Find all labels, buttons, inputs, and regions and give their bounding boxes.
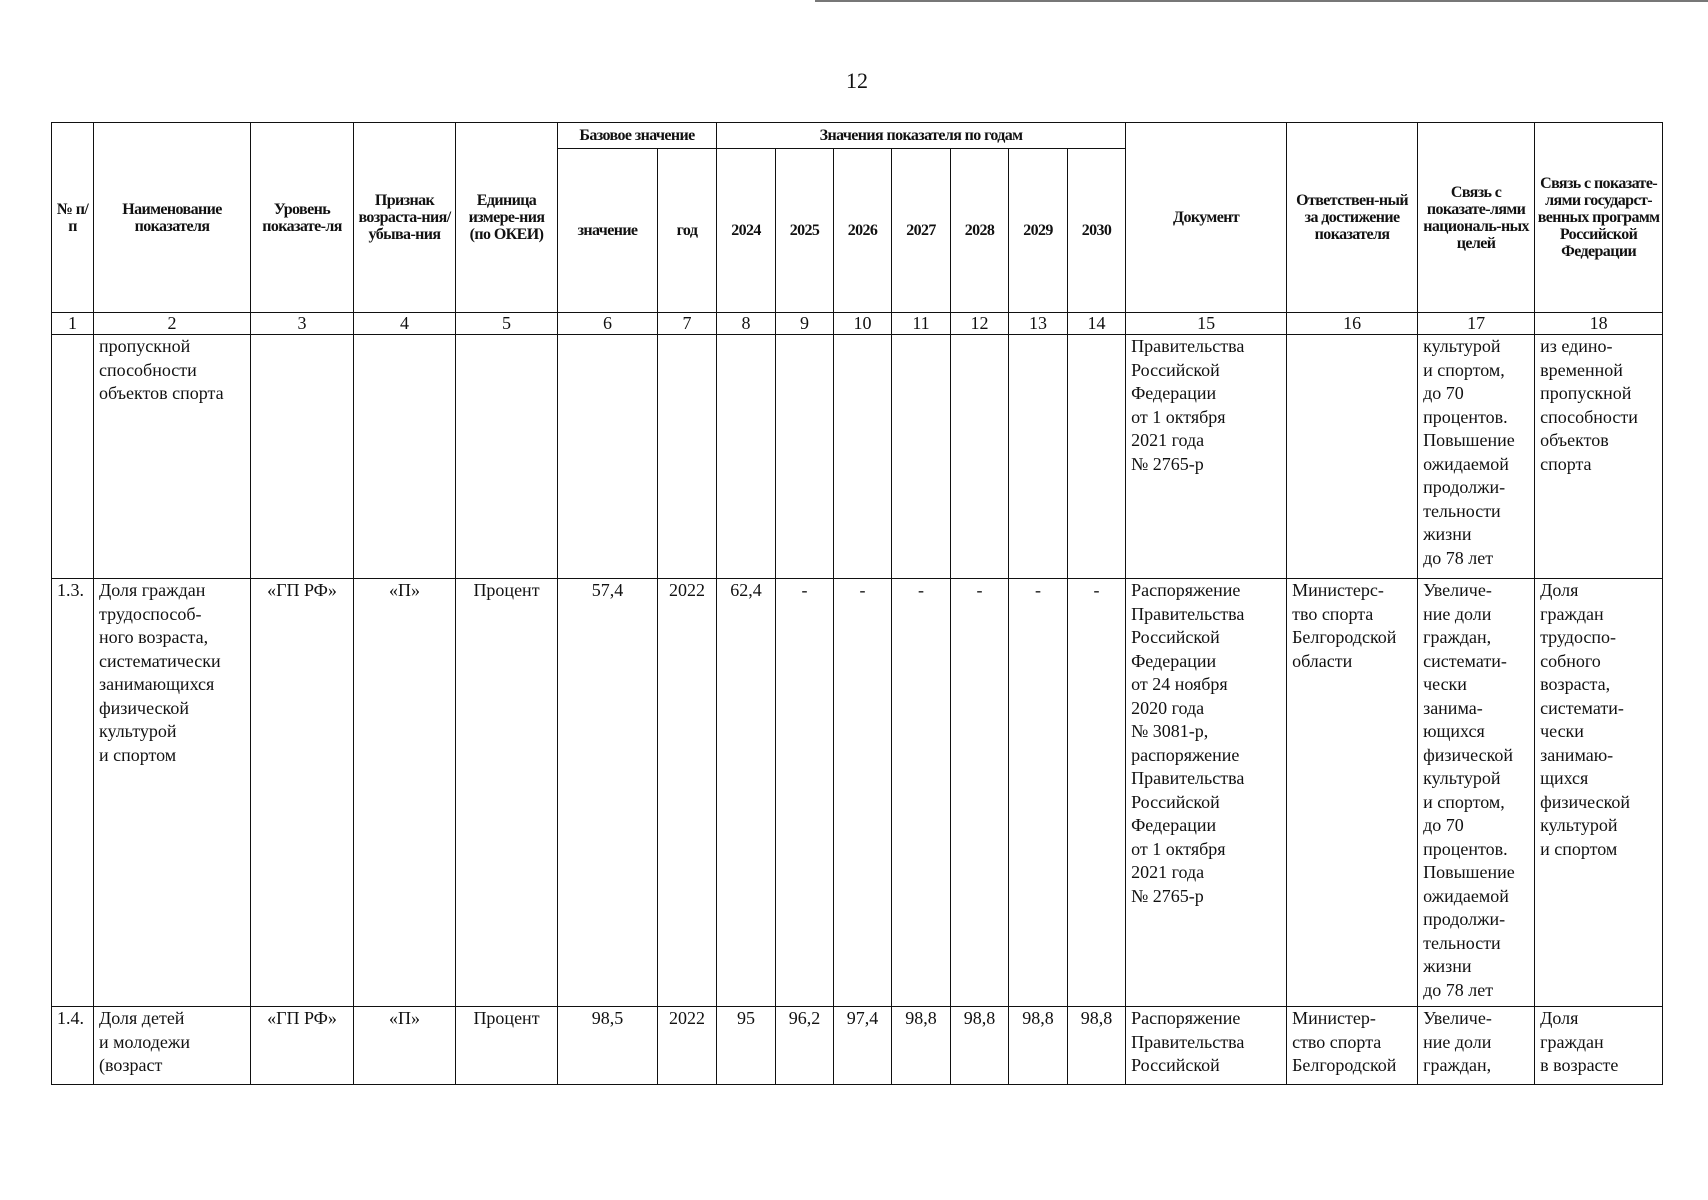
cell-num — [52, 335, 94, 579]
cell-base-year: 2022 — [658, 579, 717, 1007]
table-row — [52, 579, 1663, 1007]
cell-link-state: Доля граждан трудоспо- собного возраста, системати- чески занимаю- щихся физической культурой и спортом — [1535, 579, 1663, 1007]
cell-year-value — [1068, 335, 1126, 579]
col-number: 6 — [558, 313, 658, 335]
col-number: 11 — [892, 313, 951, 335]
cell-sign: «П» — [354, 1007, 456, 1085]
cell-document: Распоряжение Правительства Российской — [1126, 1007, 1287, 1085]
cell-year-value: - — [834, 579, 892, 1007]
cell-unit: Процент — [456, 1007, 558, 1085]
cell-responsible: Министерс- тво спорта Белгородской области — [1287, 579, 1418, 1007]
cell-level: «ГП РФ» — [251, 1007, 354, 1085]
cell-link-state: из едино- временной пропускной способности объектов спорта — [1535, 335, 1663, 579]
cell-year-value — [776, 335, 834, 579]
header-level: Уровень показате-ля — [251, 123, 354, 313]
cell-base-value: 98,5 — [558, 1007, 658, 1085]
col-number: 15 — [1126, 313, 1287, 335]
col-number: 10 — [834, 313, 892, 335]
cell-year-value: 96,2 — [776, 1007, 834, 1085]
cell-year-value: 95 — [717, 1007, 776, 1085]
cell-year-value: - — [1009, 579, 1068, 1007]
cell-year-value: - — [1068, 579, 1126, 1007]
cell-link-national: Увеличе- ние доли граждан, системати- чески занима- ющихся физической культурой и спортом, до 70 процентов. Повышение ожидаемой продолжи- тельности жизни до 78 лет — [1418, 579, 1535, 1007]
cell-level — [251, 335, 354, 579]
cell-year-value — [951, 335, 1009, 579]
cell-document: Распоряжение Правительства Российской Федерации от 24 ноября 2020 года № 3081-р, распоряжение Правительства Российской Федерации от 1 октября 2021 года № 2765-р — [1126, 579, 1287, 1007]
cell-year-value: 98,8 — [1009, 1007, 1068, 1085]
cell-unit — [456, 335, 558, 579]
cell-sign — [354, 335, 456, 579]
cell-year-value: 62,4 — [717, 579, 776, 1007]
cell-num: 1.4. — [52, 1007, 94, 1085]
cell-year-value: 98,8 — [951, 1007, 1009, 1085]
header-year-2029: 2029 — [1009, 149, 1068, 313]
cell-year-value — [1009, 335, 1068, 579]
cell-unit: Процент — [456, 579, 558, 1007]
top-rule — [815, 0, 1708, 2]
header-years-group: Значения показателя по годам — [717, 123, 1126, 149]
col-number: 18 — [1535, 313, 1663, 335]
cell-year-value: - — [892, 579, 951, 1007]
cell-num: 1.3. — [52, 579, 94, 1007]
cell-sign: «П» — [354, 579, 456, 1007]
header-year-2025: 2025 — [776, 149, 834, 313]
header-base-value: значение — [558, 149, 658, 313]
header-document: Документ — [1126, 123, 1287, 313]
header-year-2026: 2026 — [834, 149, 892, 313]
header-year-2024: 2024 — [717, 149, 776, 313]
indicators-table — [51, 122, 1663, 1085]
page-number: 12 — [846, 68, 868, 93]
cell-base-year: 2022 — [658, 1007, 717, 1085]
header-year-2027: 2027 — [892, 149, 951, 313]
header-year-2030: 2030 — [1068, 149, 1126, 313]
cell-base-value — [558, 335, 658, 579]
cell-link-national: культурой и спортом, до 70 процентов. Повышение ожидаемой продолжи- тельности жизни до 78 лет — [1418, 335, 1535, 579]
header-year-2028: 2028 — [951, 149, 1009, 313]
col-number: 13 — [1009, 313, 1068, 335]
col-number: 16 — [1287, 313, 1418, 335]
cell-year-value — [834, 335, 892, 579]
cell-year-value: - — [776, 579, 834, 1007]
cell-year-value: - — [951, 579, 1009, 1007]
cell-year-value — [717, 335, 776, 579]
header-link-national: Связь с показате-лями националь-ных целей — [1418, 123, 1535, 313]
header-sign: Признак возраста-ния/ убыва-ния — [354, 123, 456, 313]
table-row — [52, 1007, 1663, 1085]
header-name: Наименование показателя — [94, 123, 251, 313]
col-number: 5 — [456, 313, 558, 335]
cell-base-value: 57,4 — [558, 579, 658, 1007]
col-number: 17 — [1418, 313, 1535, 335]
cell-year-value: 98,8 — [1068, 1007, 1126, 1085]
header-base-group: Базовое значение — [558, 123, 717, 149]
col-number: 7 — [658, 313, 717, 335]
col-number: 12 — [951, 313, 1009, 335]
table-row — [52, 335, 1663, 579]
cell-link-national: Увеличе- ние доли граждан, — [1418, 1007, 1535, 1085]
col-number: 14 — [1068, 313, 1126, 335]
header-row-1 — [52, 123, 1663, 149]
cell-name: Доля детей и молодежи (возраст — [94, 1007, 251, 1085]
cell-year-value — [892, 335, 951, 579]
cell-year-value: 97,4 — [834, 1007, 892, 1085]
col-number: 3 — [251, 313, 354, 335]
col-number: 2 — [94, 313, 251, 335]
col-number: 1 — [52, 313, 94, 335]
col-number: 9 — [776, 313, 834, 335]
col-number: 8 — [717, 313, 776, 335]
header-link-state: Связь с показате-лями государст-венных программ Российской Федерации — [1535, 123, 1663, 313]
cell-name: пропускной способности объектов спорта — [94, 335, 251, 579]
cell-year-value: 98,8 — [892, 1007, 951, 1085]
col-number: 4 — [354, 313, 456, 335]
header-num: № п/п — [52, 123, 94, 313]
cell-document: Правительства Российской Федерации от 1 октября 2021 года № 2765-р — [1126, 335, 1287, 579]
cell-base-year — [658, 335, 717, 579]
cell-link-state: Доля граждан в возрасте — [1535, 1007, 1663, 1085]
cell-level: «ГП РФ» — [251, 579, 354, 1007]
cell-name: Доля граждан трудоспособ- ного возраста, систематически занимающихся физической культурой и спортом — [94, 579, 251, 1007]
cell-responsible — [1287, 335, 1418, 579]
cell-responsible: Министер- ство спорта Белгородской — [1287, 1007, 1418, 1085]
header-responsible: Ответствен-ный за достижение показателя — [1287, 123, 1418, 313]
header-unit: Единица измере-ния (по ОКЕИ) — [456, 123, 558, 313]
header-base-year: год — [658, 149, 717, 313]
column-numbers-row — [52, 313, 1663, 335]
